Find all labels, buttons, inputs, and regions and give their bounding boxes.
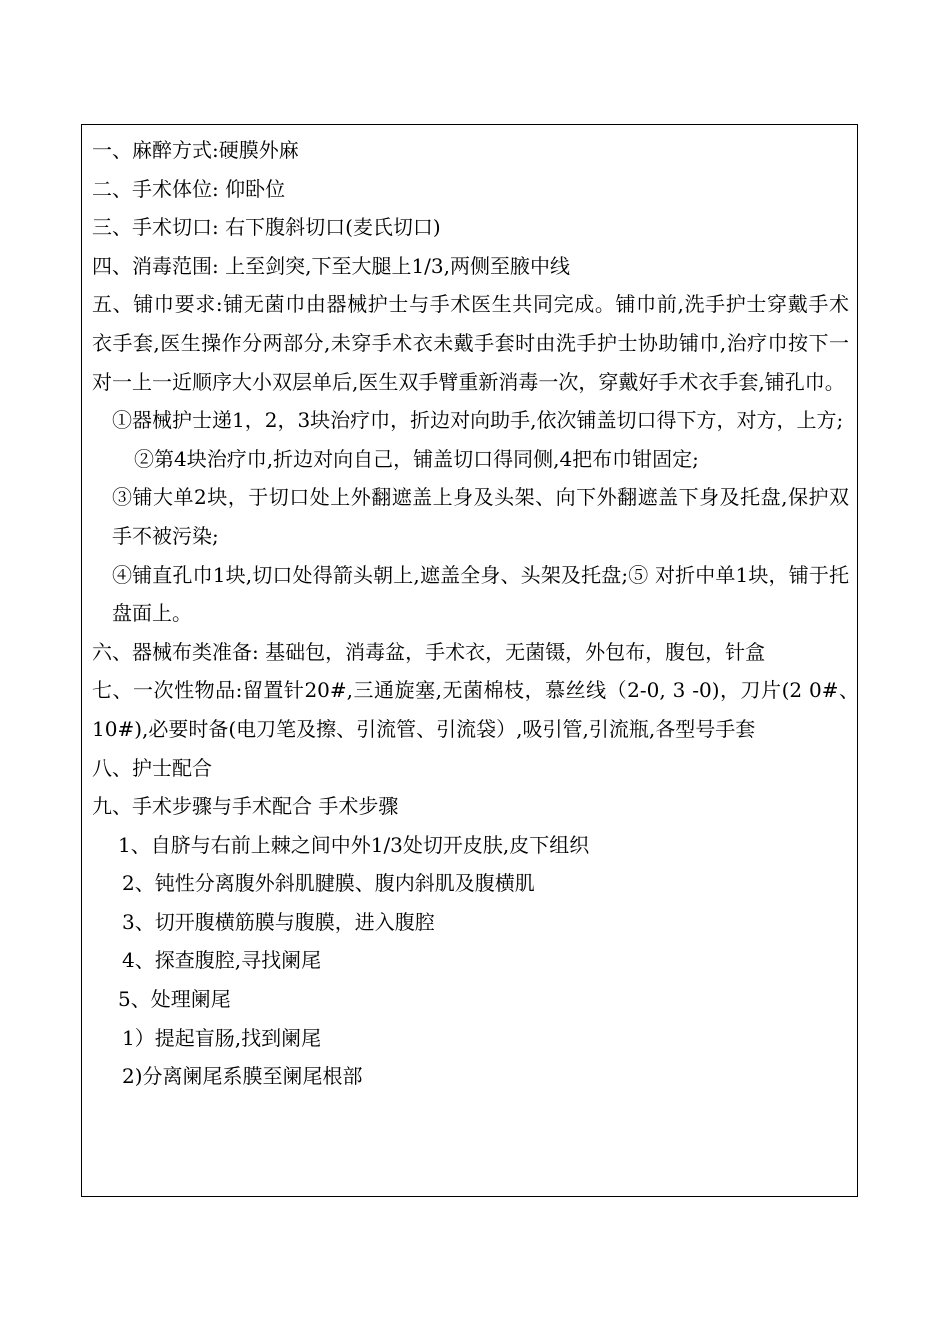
step-3: 3、切开腹横筋膜与腹膜，进入腹腔 — [122, 909, 435, 934]
section-steps: 九、手术步骤与手术配合 手术步骤 — [92, 794, 399, 819]
draping-step-4: ④铺直孔巾1块,切口处得箭头朝上,遮盖全身、头架及托盘;⑤ 对折中单1块，铺于托盘面上。 — [112, 562, 849, 626]
draping-step-2: ②第4块治疗巾,折边对向自己，铺盖切口得同侧,4把布巾钳固定; — [134, 446, 699, 471]
section-disinfection: 四、消毒范围: 上至剑突,下至大腿上1/3,两侧至腋中线 — [92, 253, 570, 278]
document-frame — [81, 124, 869, 1197]
section-position: 二、手术体位: 仰卧位 — [92, 176, 286, 201]
document-body — [92, 131, 869, 1096]
substep-2: 2)分离阑尾系膜至阑尾根部 — [122, 1064, 363, 1089]
step-2: 2、钝性分离腹外斜肌腱膜、腹内斜肌及腹横肌 — [122, 871, 535, 896]
section-instruments: 六、器械布类准备: 基础包，消毒盆，手术衣，无菌镊，外包布，腹包，针盒 — [92, 639, 766, 664]
section-incision: 三、手术切口: 右下腹斜切口(麦氏切口) — [92, 215, 441, 240]
section-nursing: 八、护士配合 — [92, 755, 212, 780]
substep-1: 1）提起盲肠,找到阑尾 — [122, 1025, 322, 1050]
step-1: 1、自脐与右前上棘之间中外1/3处切开皮肤,皮下组织 — [118, 832, 590, 857]
section-anesthesia: 一、麻醉方式:硬膜外麻 — [92, 138, 299, 162]
section-disposables: 七、一次性物品:留置针20#,三通旋塞,无菌棉枝，慕丝线（2-0, 3 -0)，刀片(2 0#、 10#),必要时备(电刀笔及擦、引流管、引流袋）,吸引管,引流瓶,各型号手套 — [92, 678, 869, 741]
step-4: 4、探查腹腔,寻找阑尾 — [122, 948, 322, 973]
draping-step-1: ①器械护士递1，2，3块治疗巾，折边对向助手,依次铺盖切口得下方，对方，上方; — [112, 408, 844, 433]
draping-step-3: ③铺大单2块，于切口处上外翻遮盖上身及头架、向下外翻遮盖下身及托盘,保护双手不被污染; — [112, 485, 849, 548]
section-draping: 五、铺巾要求:铺无菌巾由器械护士与手术医生共同完成。铺巾前,洗手护士穿戴手术 衣手套,医生操作分两部分,未穿手术衣未戴手套时由洗手护士协助铺巾,治疗巾按下一对一上一近顺序大小双层单后,医生双手臂重新消毒一次，穿戴好手术衣手套,铺孔巾。 — [92, 292, 869, 394]
step-5: 5、处理阑尾 — [118, 987, 231, 1012]
